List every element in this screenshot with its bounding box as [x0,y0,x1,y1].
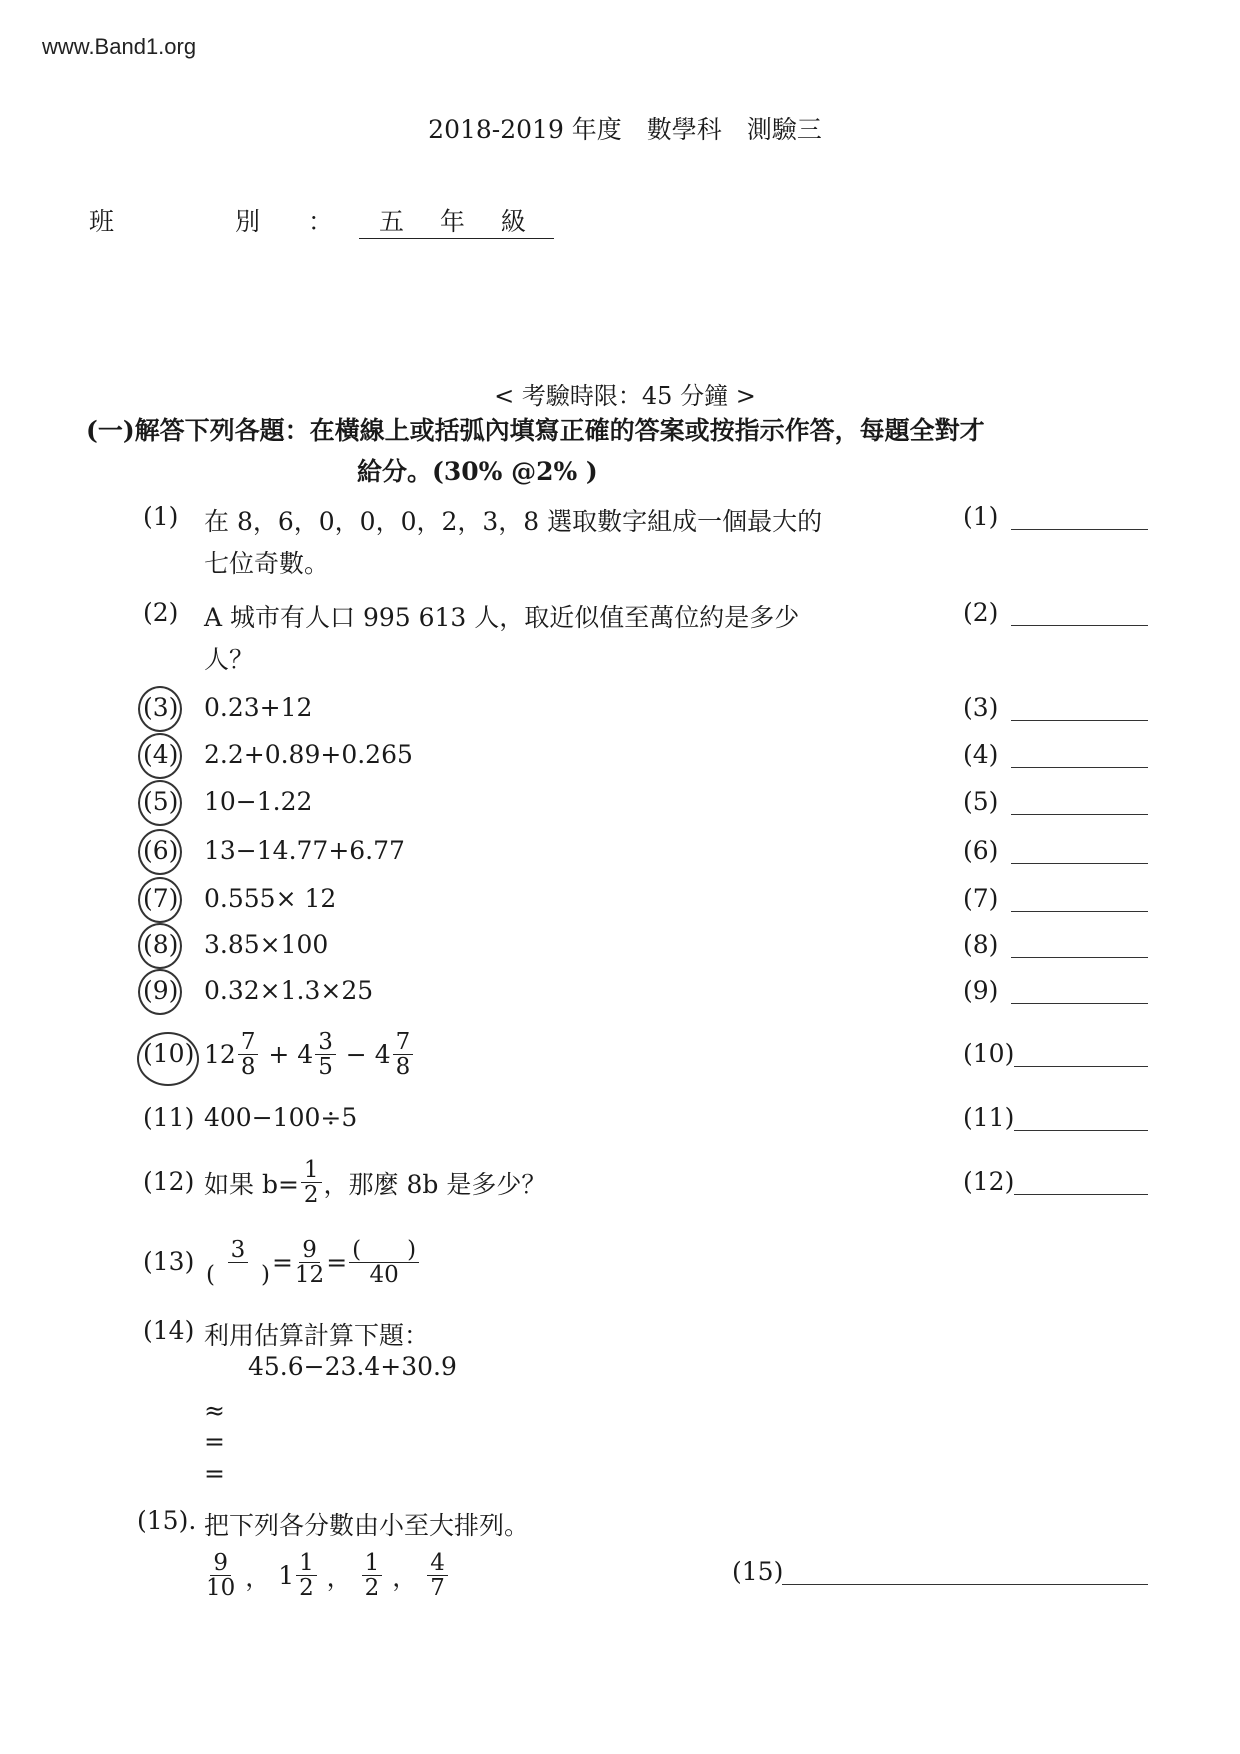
hand-drawn-circle [138,686,182,732]
answer-blank[interactable] [1011,1003,1148,1004]
fraction [301,1158,322,1207]
question-text: A 城市有人口 995 613 人，取近似值至萬位約是多少 [204,603,800,632]
question-number: (7) [143,884,179,913]
question-text-line2: 人？ [204,645,255,674]
question-text: 3.85×100 [204,930,329,959]
hand-drawn-circle [137,1032,199,1086]
fraction [362,1551,383,1600]
answer-label: (1) [963,502,999,531]
expression-text: ， [237,1562,279,1592]
answer-blank[interactable] [782,1584,1148,1585]
question-expression [204,1158,546,1207]
expression-text: = [271,1248,293,1278]
answer-label: (15) [732,1557,784,1586]
numerator: 1 [296,1551,317,1576]
expression-text: 如果 b= [204,1169,299,1199]
question-expression [204,1238,421,1287]
fraction [315,1030,336,1079]
numerator: 1 [362,1551,383,1576]
denominator: 5 [318,1054,333,1081]
answer-blank[interactable] [1011,957,1148,958]
watermark: www.Band1.org [42,34,197,59]
answer-blank[interactable] [1011,911,1148,912]
expression-text: + [260,1040,298,1070]
fraction [206,1238,270,1287]
whole-number: 1 [278,1561,295,1591]
question-number: (12) [143,1167,195,1196]
hand-drawn-circle [138,780,182,826]
fraction [206,1551,235,1600]
denominator: 8 [395,1054,411,1081]
answer-label: (7) [963,884,999,913]
numerator: 7 [393,1030,414,1055]
answer-blank[interactable] [1014,1066,1148,1067]
denominator: 2 [364,1575,380,1602]
answer-blank[interactable] [1011,529,1148,530]
question-number: (10) [143,1039,195,1068]
question-expression [204,1551,450,1600]
question-text: 利用估算計算下題： [204,1321,430,1350]
whole-number: 4 [297,1040,314,1070]
denominator: 8 [240,1054,256,1081]
fraction [393,1030,414,1079]
denominator: 7 [430,1575,445,1602]
denominator: 2 [303,1182,319,1209]
answer-label: (4) [963,740,999,769]
question-number: (14) [143,1316,195,1345]
working-line: 45.6−23.4+30.9 [248,1352,457,1381]
answer-label: (9) [963,976,999,1005]
question-number: (11) [143,1103,195,1132]
question-number: (3) [143,693,179,722]
page-title: 2018-2019 年度 數學科 測驗三 [428,115,822,144]
hand-drawn-circle [138,733,182,779]
question-number: (6) [143,836,179,865]
expression-text: = [326,1248,348,1278]
question-text: 13−14.77+6.77 [204,836,405,865]
fraction [349,1238,419,1287]
expression-text: ， [318,1562,360,1592]
question-text: 在 8，6，0，0，0，2，3，8 選取數字組成一個最大的 [204,507,823,536]
answer-blank[interactable] [1011,625,1148,626]
section-heading: (一)解答下列各題：在橫線上或括弧內填寫正確的答案或按指示作答，每題全對才 [86,416,985,445]
answer-label: (5) [963,787,999,816]
denominator: ( ) [206,1262,270,1289]
numerator: ( ) [349,1238,419,1263]
answer-label: (10) [963,1039,1015,1068]
question-text: 把下列各分數由小至大排列。 [204,1511,530,1540]
question-number: (13) [143,1247,195,1276]
answer-blank[interactable] [1011,863,1148,864]
numerator: 9 [210,1551,231,1576]
whole-number: 12 [204,1040,236,1070]
answer-label: (12) [963,1167,1015,1196]
question-text: 0.23+12 [204,693,313,722]
question-text: 2.2+0.89+0.265 [204,740,413,769]
question-number: (9) [143,976,179,1005]
numerator: 1 [301,1158,322,1183]
numerator: 9 [299,1238,320,1263]
class-label: 班 別： [89,207,382,236]
question-number: (15). [137,1506,197,1535]
denominator: 10 [206,1575,236,1602]
question-text: 400−100÷5 [204,1103,358,1132]
hand-drawn-circle [138,829,182,875]
fraction [296,1551,317,1600]
whole-number: 4 [374,1040,391,1070]
expression-text: ，那麼 8b 是多少？ [323,1169,547,1199]
answer-blank[interactable] [1014,1130,1148,1131]
question-number: (2) [143,598,179,627]
expression-text: − [337,1040,375,1070]
question-text: 10−1.22 [204,787,313,816]
question-number: (5) [143,787,179,816]
question-expression [204,1030,415,1079]
question-number: (4) [143,740,179,769]
question-number: (1) [143,502,179,531]
answer-blank[interactable] [1011,767,1148,768]
fraction [238,1030,259,1079]
hand-drawn-circle [138,969,182,1015]
denominator: 40 [369,1262,399,1289]
fraction [427,1551,448,1600]
working-line: = [204,1427,225,1456]
denominator: 2 [299,1575,314,1602]
numerator: 3 [228,1238,249,1263]
numerator: 7 [238,1030,259,1055]
question-text: 0.32×1.3×25 [204,976,374,1005]
question-text: 0.555× 12 [204,884,337,913]
section-heading-scoring: 給分。(30% @2% ) [357,457,598,486]
answer-blank[interactable] [1011,814,1148,815]
question-text-line2: 七位奇數。 [204,549,330,578]
class-value: 五 年 級 [359,202,554,239]
working-line: ≈ [204,1396,225,1425]
answer-label: (2) [963,598,999,627]
working-line: = [204,1459,225,1488]
answer-blank[interactable] [1014,1194,1148,1195]
time-limit: < 考驗時限：45 分鐘 > [494,382,756,410]
answer-label: (6) [963,836,999,865]
fraction [295,1238,324,1287]
question-number: (8) [143,930,179,959]
hand-drawn-circle [138,923,182,969]
answer-label: (3) [963,693,999,722]
class-field [89,202,554,239]
numerator: 3 [315,1030,336,1055]
hand-drawn-circle [138,877,182,923]
answer-blank[interactable] [1011,720,1148,721]
expression-text: ， [384,1562,426,1592]
numerator: 4 [427,1551,448,1576]
answer-label: (11) [963,1103,1015,1132]
denominator: 12 [294,1262,325,1289]
answer-label: (8) [963,930,999,959]
